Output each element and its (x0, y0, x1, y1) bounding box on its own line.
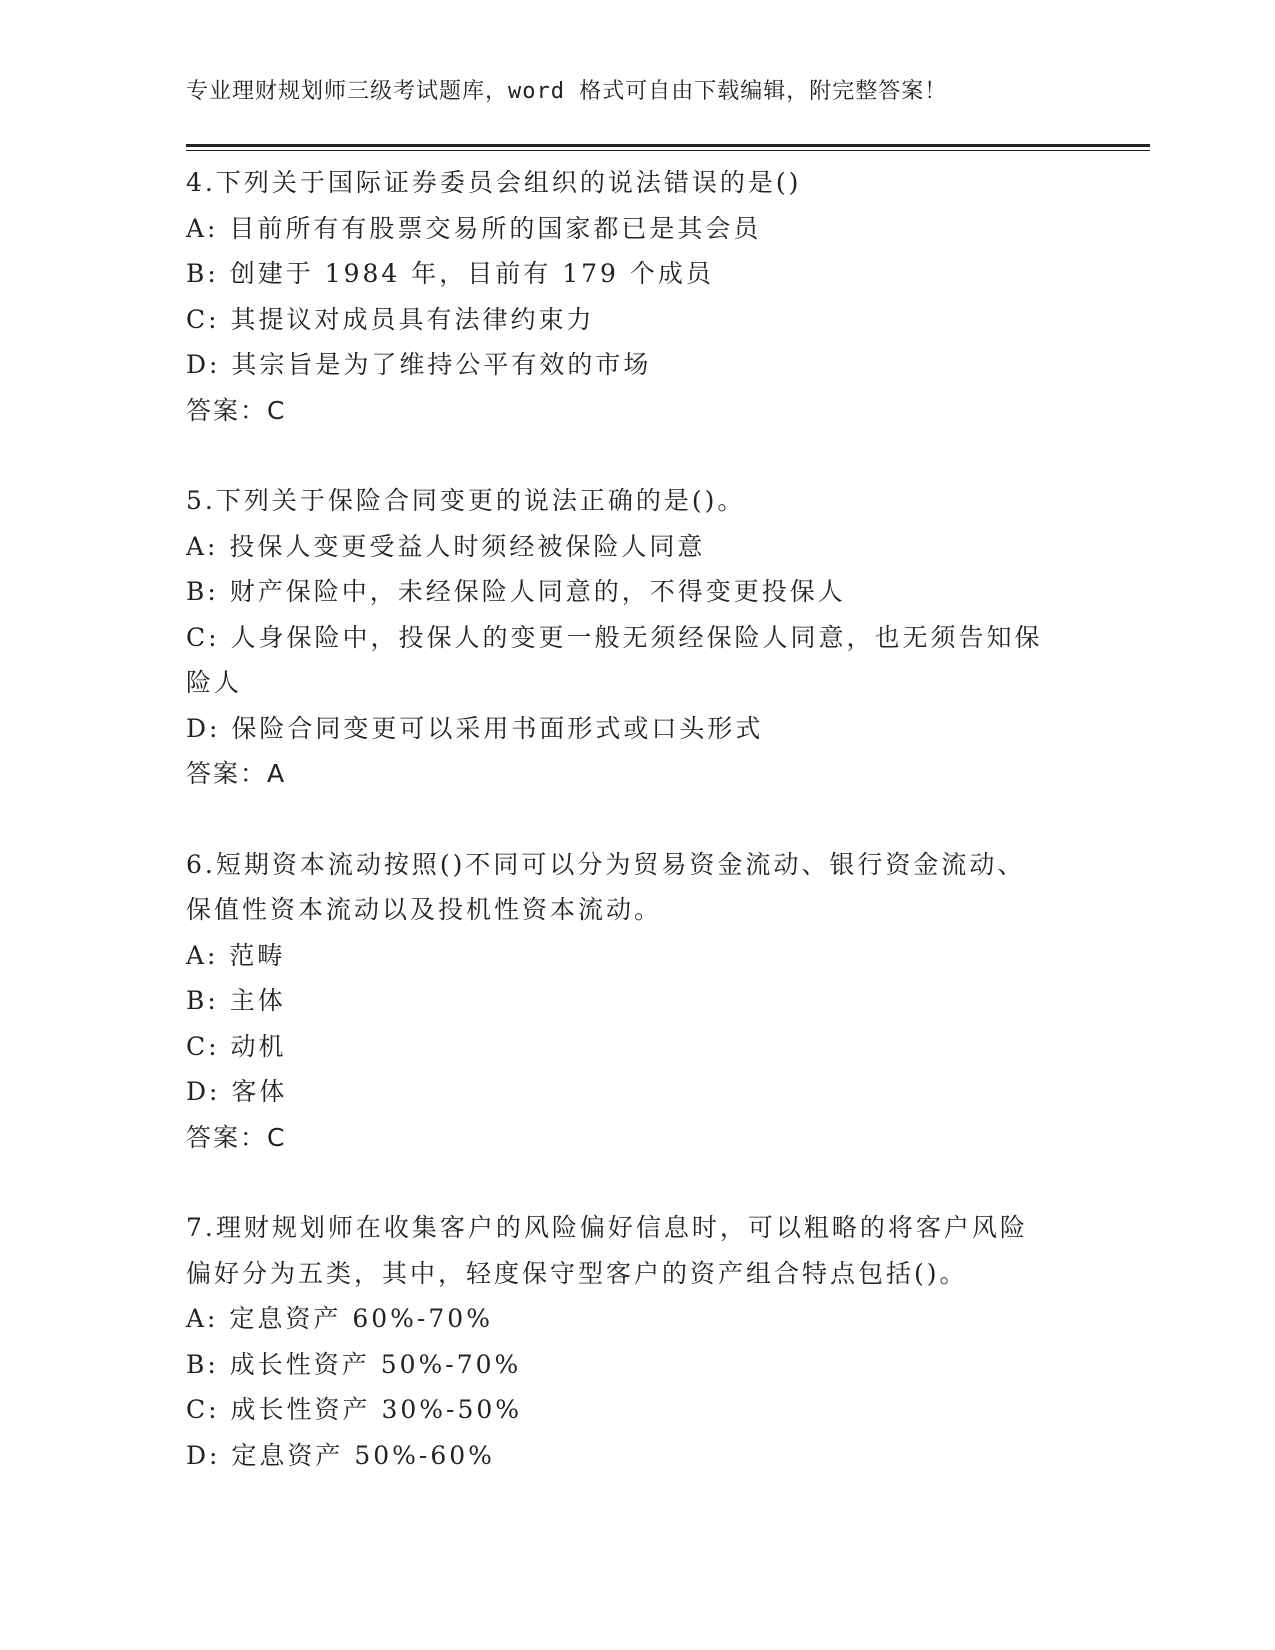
option-d: D: 其宗旨是为了维持公平有效的市场 (186, 350, 652, 379)
option-c: C: 人身保险中，投保人的变更一般无须经保险人同意，也无须告知保 (186, 622, 1043, 652)
question-text-continued: 偏好分为五类，其中，轻度保守型客户的资产组合特点包括()。 (186, 1258, 968, 1288)
answer: 答案：C (186, 395, 287, 425)
option-a: A: 范畴 (186, 940, 286, 970)
question-text: 5.下列关于保险合同变更的说法正确的是()。 (186, 486, 746, 515)
answer: 答案：A (186, 759, 287, 788)
option-b: B: 主体 (186, 986, 286, 1015)
question-text: 6.短期资本流动按照()不同可以分为贸易资金流动、银行资金流动、 (186, 849, 1026, 879)
option-d: D: 客体 (186, 1077, 288, 1106)
question-5 (186, 478, 1086, 797)
header-rule-thick (186, 144, 1150, 147)
option-a: A: 投保人变更受益人时须经被保险人同意 (186, 531, 706, 561)
option-d: D: 定息资产 50%-60% (186, 1440, 495, 1470)
option-b: B: 创建于 1984 年，目前有 179 个成员 (186, 259, 714, 288)
question-text-continued: 保值性资本流动以及投机性资本流动。 (186, 895, 663, 924)
question-7 (186, 1205, 1086, 1478)
page-header: 专业理财规划师三级考试题库，word 格式可自由下载编辑，附完整答案！ (186, 79, 948, 104)
header-rule-thin (186, 150, 1150, 151)
option-c: C: 其提议对成员具有法律约束力 (186, 304, 595, 334)
option-c: C: 成长性资产 30%-50% (186, 1395, 523, 1424)
option-a: A: 定息资产 60%-70% (186, 1304, 493, 1333)
question-4 (186, 160, 1086, 433)
question-text: 4.下列关于国际证券委员会组织的说法错误的是() (186, 168, 802, 197)
option-a: A: 目前所有有股票交易所的国家都已是其会员 (186, 213, 762, 243)
question-text: 7.理财规划师在收集客户的风险偏好信息时，可以粗略的将客户风险 (186, 1213, 1028, 1242)
option-c: C: 动机 (186, 1031, 287, 1061)
option-c-continued: 险人 (186, 668, 243, 697)
option-b: B: 财产保险中，未经保险人同意的，不得变更投保人 (186, 577, 846, 606)
question-list (186, 160, 1086, 1523)
option-b: B: 成长性资产 50%-70% (186, 1349, 522, 1379)
option-d: D: 保险合同变更可以采用书面形式或口头形式 (186, 713, 764, 743)
question-6 (186, 842, 1086, 1161)
answer: 答案：C (186, 1122, 287, 1152)
